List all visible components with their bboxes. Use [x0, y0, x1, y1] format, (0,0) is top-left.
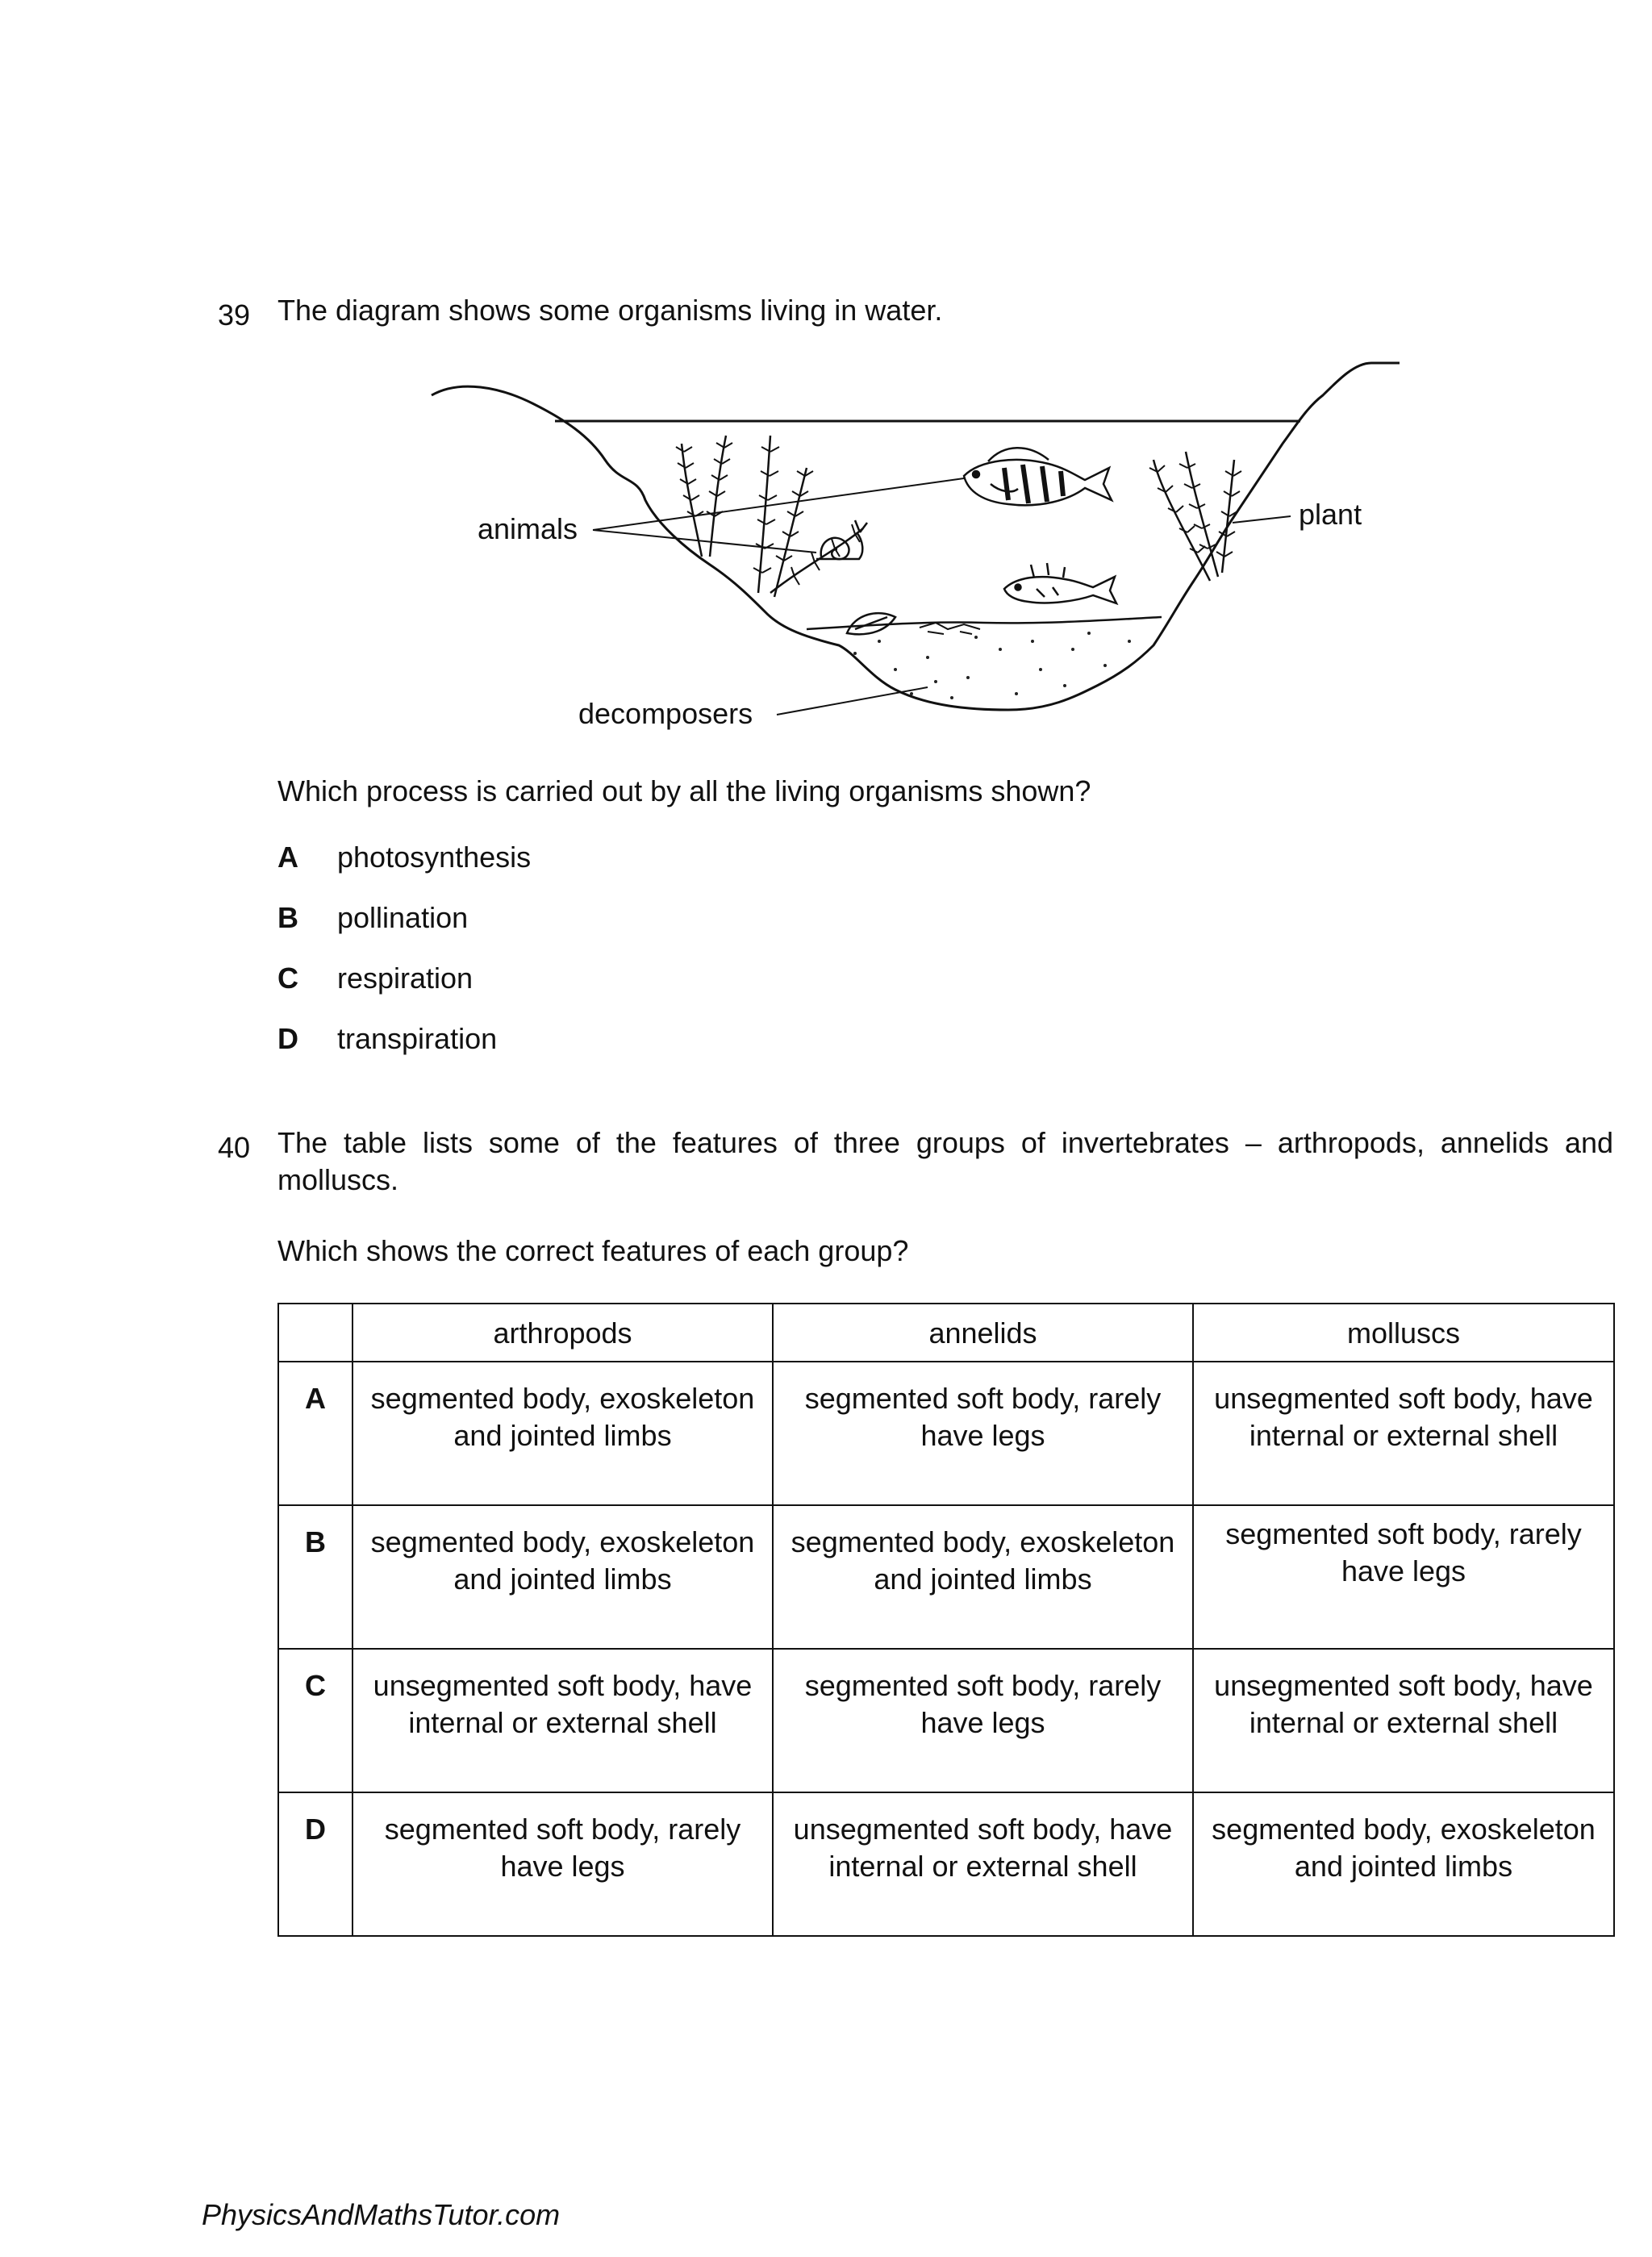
snail: [816, 520, 867, 559]
question-39-prompt: Which process is carried out by all the living organisms shown?: [277, 774, 1091, 807]
table-cell: segmented soft body, rarely have legs: [773, 1649, 1193, 1792]
table-row[interactable]: [278, 1362, 1614, 1505]
fish-small: [1004, 563, 1116, 603]
label-plant: plant: [1299, 498, 1362, 531]
row-label-c[interactable]: C: [278, 1649, 353, 1792]
option-b-text[interactable]: pollination: [337, 901, 469, 934]
leader-lines: [593, 478, 1291, 715]
table-row[interactable]: [278, 1649, 1614, 1792]
footer-site-name: PhysicsAndMathsTutor.com: [202, 2198, 561, 2231]
label-decomposers: decomposers: [578, 697, 753, 730]
table-cell: segmented soft body, rarely have legs: [773, 1362, 1193, 1505]
table-cell: unsegmented soft body, have internal or external shell: [773, 1792, 1193, 1936]
table-row[interactable]: [278, 1505, 1614, 1649]
question-40-prompt: Which shows the correct features of each group?: [277, 1234, 909, 1267]
header-annelids: annelids: [773, 1304, 1193, 1362]
label-animals: animals: [478, 512, 578, 545]
option-a-text[interactable]: photosynthesis: [337, 841, 532, 874]
table-header-row: [278, 1304, 1614, 1362]
pond-plant-right: [1149, 452, 1241, 581]
option-d-text[interactable]: transpiration: [337, 1022, 498, 1055]
question-40-number: 40: [218, 1131, 251, 1164]
option-d-letter[interactable]: D: [277, 1022, 298, 1055]
table-cell: unsegmented soft body, have internal or external shell: [1193, 1649, 1614, 1792]
pond-plant-left: [676, 436, 863, 597]
header-molluscs: molluscs: [1193, 1304, 1614, 1362]
row-label-d[interactable]: D: [278, 1792, 353, 1936]
option-c-text[interactable]: respiration: [337, 962, 473, 995]
table-cell: unsegmented soft body, have internal or external shell: [353, 1649, 773, 1792]
question-39-stem: The diagram shows some organisms living in water.: [277, 294, 943, 327]
question-40-stem-line2: molluscs.: [277, 1163, 399, 1196]
table-cell: segmented body, exoskeleton and jointed limbs: [773, 1505, 1193, 1649]
row-label-b[interactable]: B: [278, 1505, 353, 1649]
features-table: [277, 1303, 1615, 1937]
table-cell: segmented soft body, rarely have legs: [1193, 1505, 1614, 1649]
table-cell: unsegmented soft body, have internal or external shell: [1193, 1362, 1614, 1505]
question-40-stem-line1: The table lists some of the features of three groups of invertebrates – arthropods, annelids and: [277, 1126, 1613, 1159]
option-b-letter[interactable]: B: [277, 901, 298, 934]
fish-large: [964, 448, 1112, 505]
option-a-letter[interactable]: A: [277, 841, 298, 874]
header-arthropods: arthropods: [353, 1304, 773, 1362]
table-cell: segmented body, exoskeleton and jointed limbs: [353, 1505, 773, 1649]
table-cell: segmented body, exoskeleton and jointed limbs: [353, 1362, 773, 1505]
table-row[interactable]: [278, 1792, 1614, 1936]
question-39-number: 39: [218, 298, 251, 332]
pond-diagram: [419, 347, 1412, 734]
table-cell: segmented soft body, rarely have legs: [353, 1792, 773, 1936]
option-c-letter[interactable]: C: [277, 962, 298, 995]
debris: [920, 623, 980, 634]
table-cell: segmented body, exoskeleton and jointed limbs: [1193, 1792, 1614, 1936]
row-label-a[interactable]: A: [278, 1362, 353, 1505]
header-blank: [278, 1304, 353, 1362]
